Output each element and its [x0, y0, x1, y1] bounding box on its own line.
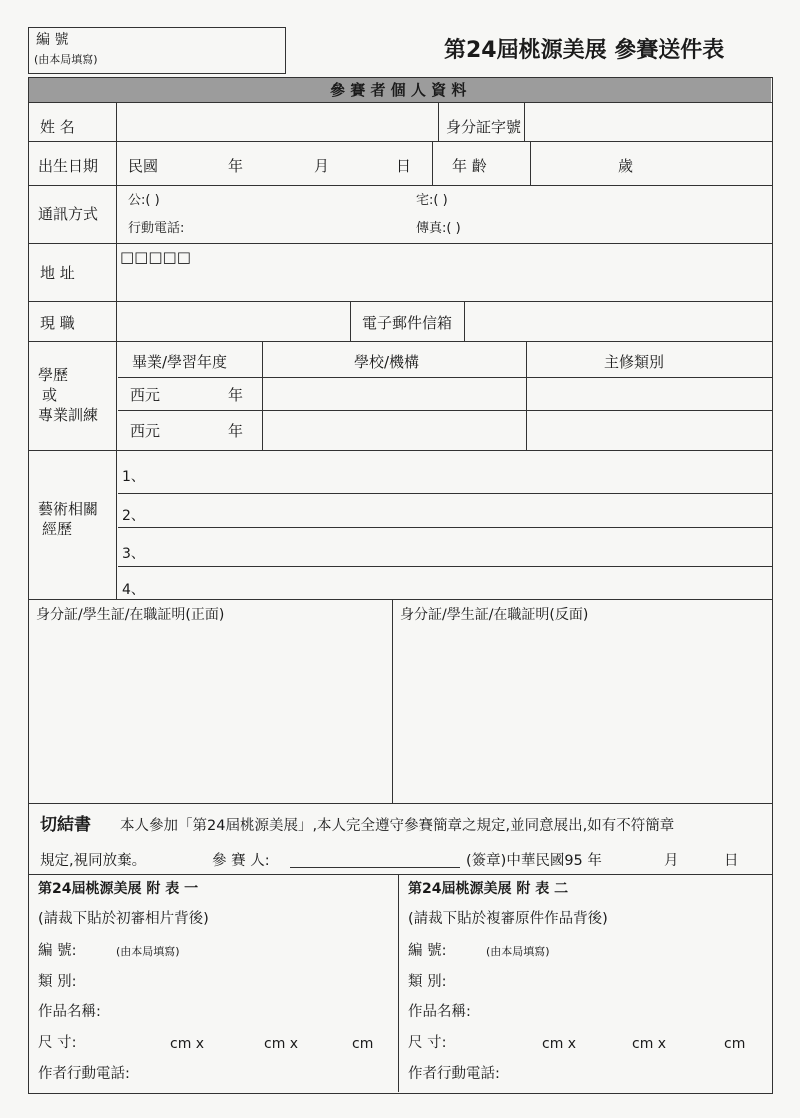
- edu-row1-era: 西元: [130, 386, 161, 404]
- edu-row2-era: 西元: [130, 422, 161, 440]
- fax[interactable]: 傳真:( ): [416, 221, 461, 236]
- appendix1-category: 類 別:: [38, 974, 77, 990]
- appendix2-serial-note: (由本局填寫): [486, 945, 550, 958]
- edu-col-major: 主修類別: [604, 353, 665, 371]
- id-front-area[interactable]: [30, 630, 390, 800]
- pledge-text-2: 規定,視同放棄。: [40, 853, 147, 869]
- edu-label-3: 專業訓練: [38, 406, 99, 424]
- appendix2-cm3: cm: [724, 1036, 746, 1052]
- edu-label-2: 或: [42, 386, 58, 404]
- pledge-sign: (簽章)中華民國95 年: [466, 853, 602, 869]
- art-item-2[interactable]: 2、: [122, 508, 145, 524]
- pledge-participant: 參 賽 人:: [212, 853, 270, 869]
- appendix1-cm2: cm x: [264, 1036, 299, 1052]
- age-unit: 歲: [618, 157, 634, 175]
- art-item-1[interactable]: 1、: [122, 469, 145, 485]
- mobile-phone[interactable]: 行動電話:: [128, 221, 185, 236]
- pledge-day: 日: [724, 853, 739, 869]
- appendix1-phone: 作者行動電話:: [38, 1066, 130, 1082]
- art-item-3[interactable]: 3、: [122, 546, 145, 562]
- edu-row1-year: 年: [228, 386, 244, 404]
- serial-label: 編 號: [36, 32, 69, 48]
- participant-signature-line[interactable]: [290, 866, 460, 868]
- appendix1-serial: 編 號:: [38, 943, 77, 959]
- appendix2-title: 第24屆桃源美展 附 表 二: [408, 881, 569, 897]
- name-field[interactable]: [118, 104, 436, 140]
- appendix1-size: 尺 寸:: [38, 1035, 77, 1051]
- address-label: 地 址: [40, 264, 75, 282]
- contact-label: 通訊方式: [38, 205, 99, 223]
- art-label-2: 經歷: [42, 520, 73, 538]
- appendix2-category: 類 別:: [408, 974, 447, 990]
- appendix2-cm2: cm x: [632, 1036, 667, 1052]
- appendix1-note: (請裁下貼於初審相片背後): [38, 911, 209, 927]
- job-label: 現 職: [40, 314, 75, 332]
- pledge-title: 切結書: [40, 815, 91, 835]
- edu-label-1: 學歷: [38, 366, 69, 384]
- birth-day-unit: 日: [396, 157, 412, 175]
- appendix1-cm3: cm: [352, 1036, 374, 1052]
- edu-col-school: 學校/機構: [354, 353, 420, 371]
- birth-era: 民國: [128, 157, 159, 175]
- page-title: 第24屆桃源美展 參賽送件表: [444, 38, 725, 63]
- appendix2-phone: 作者行動電話:: [408, 1066, 500, 1082]
- appendix1-cm1: cm x: [170, 1036, 205, 1052]
- appendix2-work-name: 作品名稱:: [408, 1004, 471, 1020]
- serial-note: (由本局填寫): [34, 53, 98, 66]
- id-back-area[interactable]: [394, 630, 770, 800]
- appendix2-serial: 編 號:: [408, 943, 447, 959]
- pledge-text-1: 本人參加「第24屆桃源美展」,本人完全遵守參賽簡章之規定,並同意展出,如有不符簡章: [120, 818, 675, 834]
- pledge-month: 月: [664, 853, 679, 869]
- edu-col-year: 畢業/學習年度: [132, 353, 228, 371]
- id-back-label: 身分証/學生証/在職証明(反面): [400, 607, 589, 623]
- appendix2-cm1: cm x: [542, 1036, 577, 1052]
- appendix1-serial-note: (由本局填寫): [116, 945, 180, 958]
- appendix1-title: 第24屆桃源美展 附 表 一: [38, 881, 199, 897]
- home-phone[interactable]: 宅:( ): [416, 193, 448, 208]
- section-title: 參 賽 者 個 人 資 料: [330, 81, 467, 99]
- id-field[interactable]: [526, 104, 770, 140]
- birth-year-unit: 年: [228, 157, 244, 175]
- zip-boxes[interactable]: □□□□□: [120, 248, 191, 266]
- name-label: 姓 名: [40, 118, 75, 136]
- birth-label: 出生日期: [38, 157, 99, 175]
- age-label: 年 齡: [452, 157, 487, 175]
- art-item-4[interactable]: 4、: [122, 582, 145, 598]
- email-label: 電子郵件信箱: [362, 314, 453, 332]
- art-label-1: 藝術相關: [38, 500, 99, 518]
- edu-row2-year: 年: [228, 422, 244, 440]
- id-front-label: 身分証/學生証/在職証明(正面): [36, 607, 225, 623]
- id-label: 身分証字號: [446, 118, 522, 136]
- appendix2-note: (請裁下貼於複審原件作品背後): [408, 911, 608, 927]
- appendix1-work-name: 作品名稱:: [38, 1004, 101, 1020]
- birth-month-unit: 月: [314, 157, 330, 175]
- appendix2-size: 尺 寸:: [408, 1035, 447, 1051]
- office-phone[interactable]: 公:( ): [128, 193, 160, 208]
